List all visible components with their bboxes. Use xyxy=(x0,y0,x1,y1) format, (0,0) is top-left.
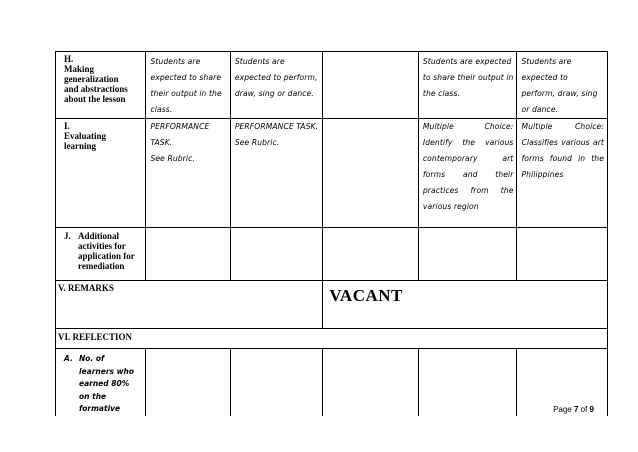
reflection-cell xyxy=(56,329,608,349)
table-cell xyxy=(517,52,608,119)
table-cell xyxy=(418,119,517,228)
row-number: J. xyxy=(64,231,71,241)
table-cell xyxy=(146,52,230,119)
page-footer xyxy=(553,405,594,414)
table-cell xyxy=(323,52,419,119)
cell-text xyxy=(231,119,323,151)
cell-text xyxy=(323,119,418,121)
vacant-status: VACANT xyxy=(329,286,403,305)
table-row-making-generalization xyxy=(56,52,608,119)
cell-line: See Rubric. xyxy=(234,138,280,147)
row-number: H. xyxy=(64,54,74,64)
table-row-reflection xyxy=(56,329,608,349)
cell-line: See Rubric. xyxy=(150,154,195,163)
cell-text: Students are expected to perform, draw, sing or dance. xyxy=(521,57,598,114)
page-prefix: Page xyxy=(553,405,574,414)
row-label-cell xyxy=(56,228,146,281)
cell-text: Multiple Choice: Classifies various art forms found in the Philippines xyxy=(521,122,604,179)
table-cell xyxy=(230,119,323,228)
cell-text xyxy=(146,119,229,167)
lesson-plan-table xyxy=(55,51,608,416)
table-cell xyxy=(230,349,323,416)
cell-line: PERFORMANCE TASK. xyxy=(150,122,210,147)
row-number: A. xyxy=(64,354,73,363)
table-cell xyxy=(230,228,323,281)
cell-text: Students are expected to share their output in the class. xyxy=(422,57,514,98)
cell-text: Students are expected to perform, draw, sing or dance. xyxy=(234,57,318,98)
table-row-learners-80 xyxy=(56,349,608,416)
row-label-cell xyxy=(56,349,146,416)
cell-line: PERFORMANCE TASK. xyxy=(234,122,319,131)
table-cell xyxy=(418,349,517,416)
table-cell xyxy=(323,349,419,416)
remarks-label-cell xyxy=(56,281,323,329)
table-cell xyxy=(230,52,323,119)
table-cell xyxy=(323,119,419,228)
row-label: Additional activities for application for remediation xyxy=(78,231,135,271)
table-cell xyxy=(323,228,419,281)
remarks-value-cell xyxy=(323,281,608,329)
total-pages: 9 xyxy=(589,405,594,414)
table-row-evaluating-learning xyxy=(56,119,608,228)
table-cell xyxy=(146,228,230,281)
current-page: 7 xyxy=(573,405,579,414)
row-label: No. of learners who earned 80% on the formative xyxy=(79,354,135,413)
row-label: Evaluating learning xyxy=(64,131,107,151)
reflection-label: VI. REFLECTION xyxy=(58,332,133,342)
row-label-cell xyxy=(56,52,146,119)
row-number: I. xyxy=(64,121,70,131)
cell-text: Students are expected to share their output in the class. xyxy=(150,57,222,114)
table-cell xyxy=(517,228,608,281)
cell-text: Multiple Choice: Identify the various contemporary art forms and their practices from the various region xyxy=(422,122,514,211)
table-row-remarks xyxy=(56,281,608,329)
remarks-label: V. REMARKS xyxy=(58,283,114,293)
table-cell xyxy=(418,228,517,281)
table-row-additional-activities xyxy=(56,228,608,281)
table-cell xyxy=(146,349,230,416)
cell-text xyxy=(323,52,418,54)
row-label-cell xyxy=(56,119,146,228)
page-separator: of xyxy=(578,405,590,414)
table-cell xyxy=(517,119,608,228)
table-cell xyxy=(418,52,517,119)
table-cell xyxy=(146,119,230,228)
row-label: Making generalization and abstractions about the lesson xyxy=(64,64,128,104)
